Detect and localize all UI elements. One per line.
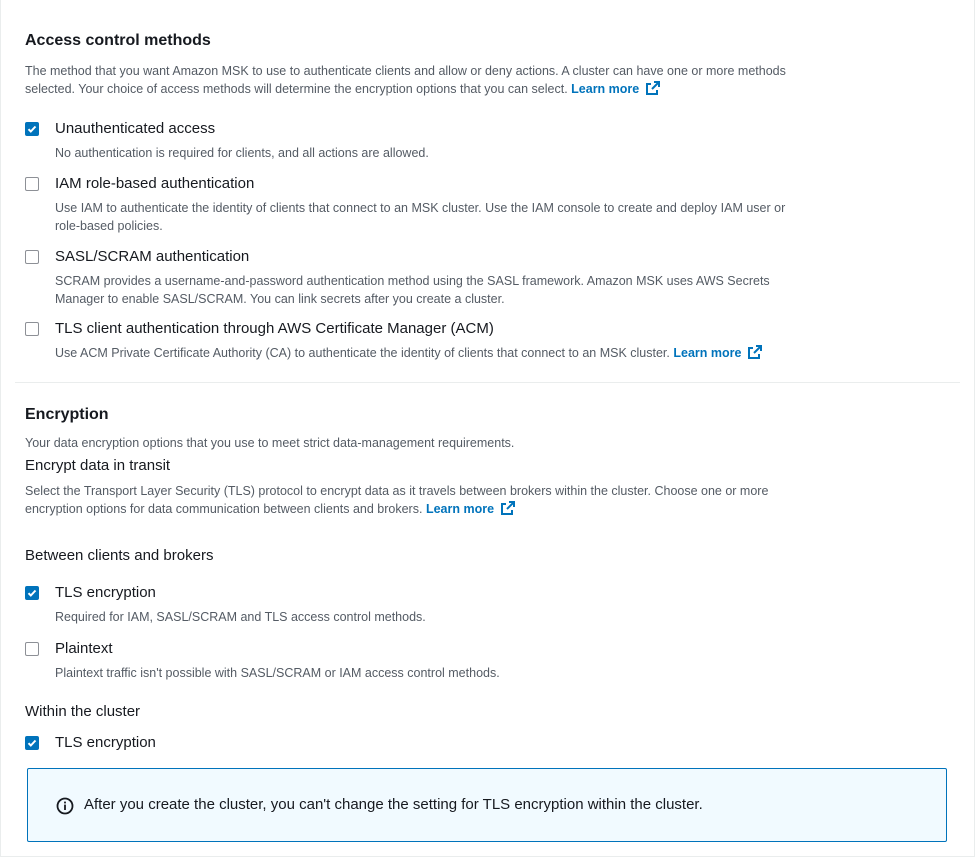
within-cluster-title: Within the cluster	[25, 703, 141, 720]
between-clients-brokers-title: Between clients and brokers	[25, 547, 214, 564]
tls-within-checkbox[interactable]	[25, 736, 39, 750]
access-control-description: The method that you want Amazon MSK to use to authenticate clients and allow or deny actions. A cluster can have one or more methods selected. Your choice of access methods will determine the encryption options that you can select. Learn more	[25, 64, 786, 96]
tls-between-checkbox[interactable]	[25, 586, 39, 600]
plaintext-description: Plaintext traffic isn't possible with SASL/SCRAM or IAM access control methods.	[55, 666, 500, 680]
tls-client-auth-label: TLS client authentication through AWS Certificate Manager (ACM)	[55, 320, 494, 337]
encryption-title: Encryption	[25, 406, 109, 423]
tls-learn-more-link[interactable]: Learn more	[673, 346, 742, 360]
checkmark-icon	[27, 124, 37, 134]
within-options-list	[25, 734, 950, 758]
unauthenticated-checkbox[interactable]	[25, 122, 39, 136]
between-options-list	[25, 584, 950, 684]
info-icon	[56, 797, 74, 815]
encrypt-in-transit-title: Encrypt data in transit	[25, 457, 171, 474]
encryption-description: Your data encryption options that you use to meet strict data-management requirements.	[25, 436, 515, 450]
tls-client-auth-checkbox[interactable]	[25, 322, 39, 336]
tls-between-description: Required for IAM, SASL/SCRAM and TLS access control methods.	[55, 610, 426, 624]
sasl-scram-checkbox[interactable]	[25, 250, 39, 264]
iam-checkbox[interactable]	[25, 177, 39, 191]
iam-label: IAM role-based authentication	[55, 175, 255, 192]
tls-client-auth-description: Use ACM Private Certificate Authority (CA) to authenticate the identity of clients that connect to an MSK cluster. Learn more	[55, 344, 950, 362]
within-cluster-title-wrap	[25, 703, 950, 720]
info-alert	[27, 768, 947, 842]
encryption-section	[25, 406, 950, 518]
iam-description: Use IAM to authenticate the identity of clients that connect to an MSK cluster. Use the IAM console to create and deploy IAM user or role-based policies.	[55, 201, 786, 233]
checkmark-icon	[27, 588, 37, 598]
external-link-icon	[645, 80, 661, 96]
plaintext-label: Plaintext	[55, 640, 113, 657]
access-control-title: Access control methods	[25, 32, 211, 49]
info-alert-text: After you create the cluster, you can't change the setting for TLS encryption within the cluster.	[84, 796, 703, 813]
unauthenticated-label: Unauthenticated access	[55, 120, 216, 137]
learn-more-link[interactable]: Learn more	[571, 82, 640, 96]
section-divider	[15, 382, 960, 383]
transit-learn-more-link[interactable]: Learn more	[425, 502, 495, 516]
sasl-scram-label: SASL/SCRAM authentication	[55, 248, 250, 265]
encrypt-in-transit-description: Select the Transport Layer Security (TLS) protocol to encrypt data as it travels between brokers within the cluster. Choose one or more encryption options for data communication between clients and brokers. Learn more	[25, 484, 769, 516]
external-link-icon	[500, 500, 516, 516]
checkmark-icon	[27, 738, 37, 748]
access-options-list	[25, 120, 950, 380]
plaintext-checkbox[interactable]	[25, 642, 39, 656]
between-clients-title-wrap	[25, 547, 950, 564]
external-link-icon	[747, 344, 763, 360]
access-control-section	[25, 32, 950, 98]
tls-within-label: TLS encryption	[55, 734, 156, 751]
tls-between-label: TLS encryption	[55, 584, 156, 601]
sasl-scram-description: SCRAM provides a username-and-password authentication method using the SASL framework. Amazon MSK uses AWS Secrets Manager to enable SASL/SCRAM. You can link secrets after you create a cluster.	[55, 274, 770, 306]
unauthenticated-description: No authentication is required for clients, and all actions are allowed.	[55, 146, 429, 160]
